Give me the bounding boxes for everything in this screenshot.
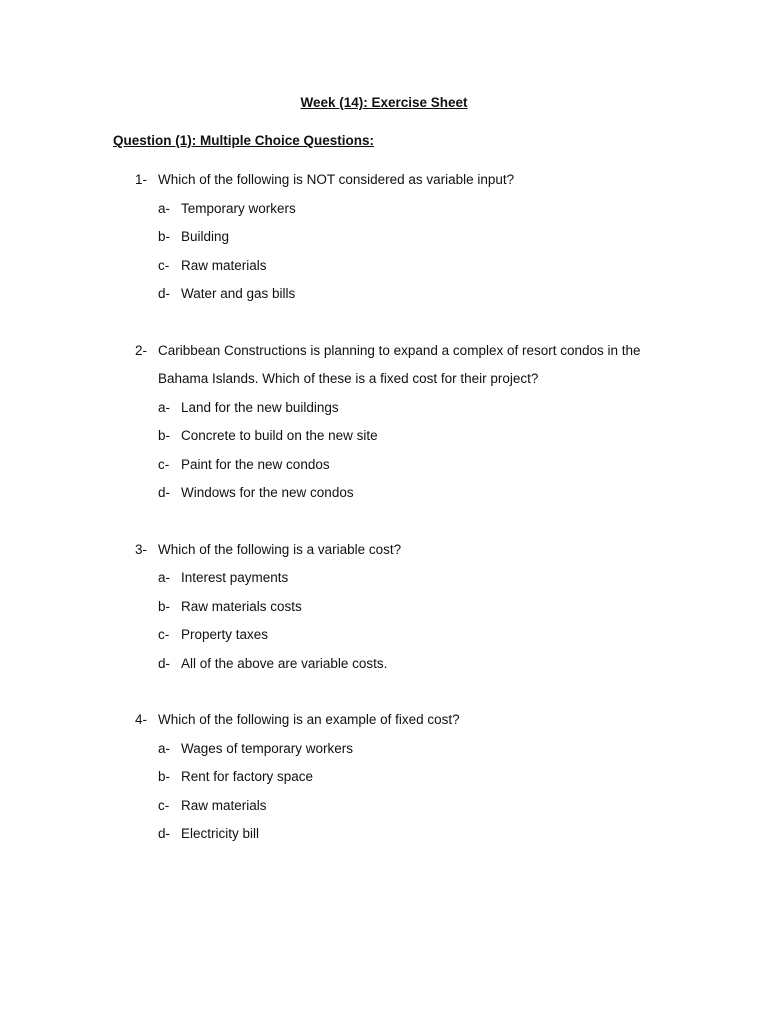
option-a (0, 398, 768, 427)
question-number: 3- (135, 541, 148, 557)
option-letter: c- (158, 627, 170, 642)
question-list (0, 170, 768, 881)
option-text: Property taxes (181, 627, 269, 642)
option-d (0, 824, 768, 853)
option-d (0, 284, 768, 313)
option-b (0, 426, 768, 455)
option-text: Temporary workers (181, 200, 296, 216)
option-text: Interest payments (181, 570, 289, 585)
question-3 (0, 540, 768, 683)
option-letter: a- (158, 200, 171, 216)
option-list (0, 398, 768, 512)
section-heading: Question (1): Multiple Choice Questions: (113, 133, 375, 148)
question-text: Caribbean Constructions is planning to expand a complex of resort condos in the Bahama Islands. Which of these is a fixed cost for their project? (158, 342, 641, 386)
question-text: Which of the following is a variable cost? (158, 541, 402, 557)
option-text: Raw materials costs (181, 598, 302, 614)
option-c (0, 625, 768, 654)
option-letter: c- (158, 456, 170, 472)
option-d (0, 483, 768, 512)
option-b (0, 597, 768, 626)
option-text: Land for the new buildings (181, 399, 339, 415)
option-c (0, 455, 768, 484)
option-letter: b- (158, 428, 171, 443)
option-letter: d- (158, 655, 171, 671)
option-text: Concrete to build on the new site (181, 428, 378, 443)
option-letter: d- (158, 286, 171, 301)
option-b (0, 767, 768, 796)
question-number: 1- (135, 172, 148, 187)
option-list (0, 739, 768, 853)
option-text: Electricity bill (181, 826, 260, 841)
page-title: Week (14): Exercise Sheet (300, 95, 468, 110)
option-letter: b- (158, 598, 171, 614)
question-1 (0, 170, 768, 313)
option-text: Raw materials (181, 257, 267, 273)
option-letter: c- (158, 257, 170, 273)
option-list (0, 568, 768, 682)
question-number: 4- (135, 712, 148, 727)
option-letter: d- (158, 485, 171, 500)
option-text: Raw materials (181, 797, 267, 813)
question-text: Which of the following is NOT considered as variable input? (158, 172, 515, 187)
option-text: Water and gas bills (181, 286, 296, 301)
question-text: Which of the following is an example of fixed cost? (158, 712, 460, 727)
option-text: All of the above are variable costs. (181, 655, 388, 671)
question-2 (0, 341, 768, 512)
option-text: Building (181, 229, 230, 244)
option-letter: c- (158, 797, 170, 813)
option-letter: b- (158, 769, 171, 784)
question-number: 2- (135, 342, 148, 358)
option-c (0, 796, 768, 825)
option-a (0, 568, 768, 597)
option-text: Rent for factory space (181, 769, 314, 784)
option-letter: a- (158, 399, 171, 415)
option-text: Windows for the new condos (181, 485, 354, 500)
option-c (0, 256, 768, 285)
option-list (0, 199, 768, 313)
option-b (0, 227, 768, 256)
option-a (0, 199, 768, 228)
option-letter: a- (158, 570, 171, 585)
question-4 (0, 710, 768, 853)
option-letter: d- (158, 826, 171, 841)
option-letter: b- (158, 229, 171, 244)
option-text: Wages of temporary workers (181, 740, 354, 756)
option-text: Paint for the new condos (181, 456, 330, 472)
option-a (0, 739, 768, 768)
option-letter: a- (158, 740, 171, 756)
option-d (0, 654, 768, 683)
